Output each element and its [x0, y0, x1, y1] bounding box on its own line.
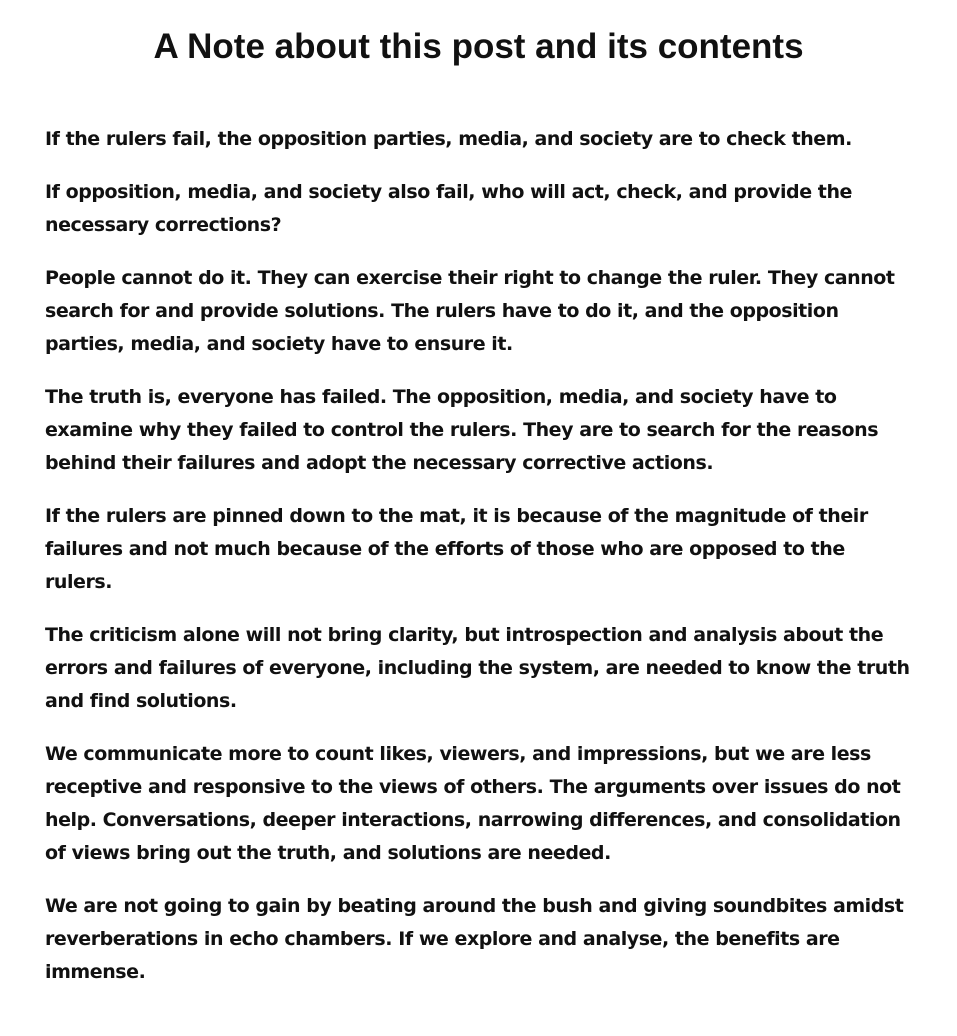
paragraph-2: If opposition, media, and society also fail, who will act, check, and provide the necessary corrections? [45, 181, 852, 236]
page-title: A Note about this post and its contents [153, 27, 804, 66]
paragraph-5: If the rulers are pinned down to the mat, it is because of the magnitude of their failures and not much because of the efforts of those who are opposed to the rulers. [45, 505, 868, 593]
paragraph-4: The truth is, everyone has failed. The opposition, media, and society have to examine why they failed to control the rulers. They are to search for the reasons behind their failures and adopt the necessary corrective actions. [45, 386, 879, 474]
paragraph-1: If the rulers fail, the opposition parties, media, and society are to check them. [45, 128, 852, 150]
note-body [45, 123, 912, 989]
paragraph-3: People cannot do it. They can exercise their right to change the ruler. They cannot search for and provide solutions. The rulers have to do it, and the opposition parties, media, and society have to ensure it. [45, 267, 895, 355]
paragraph-6: The criticism alone will not bring clarity, but introspection and analysis about the errors and failures of everyone, including the system, are needed to know the truth and find solutions. [45, 624, 910, 712]
paragraph-8: We are not going to gain by beating around the bush and giving soundbites amidst reverberations in echo chambers. If we explore and analyse, the benefits are immense. [45, 895, 904, 983]
paragraph-7: We communicate more to count likes, viewers, and impressions, but we are less receptive and responsive to the views of others. The arguments over issues do not help. Conversations, deeper interactions, narrowing differences, and consolidation of views bring out the truth, and solutions are needed. [45, 743, 901, 864]
